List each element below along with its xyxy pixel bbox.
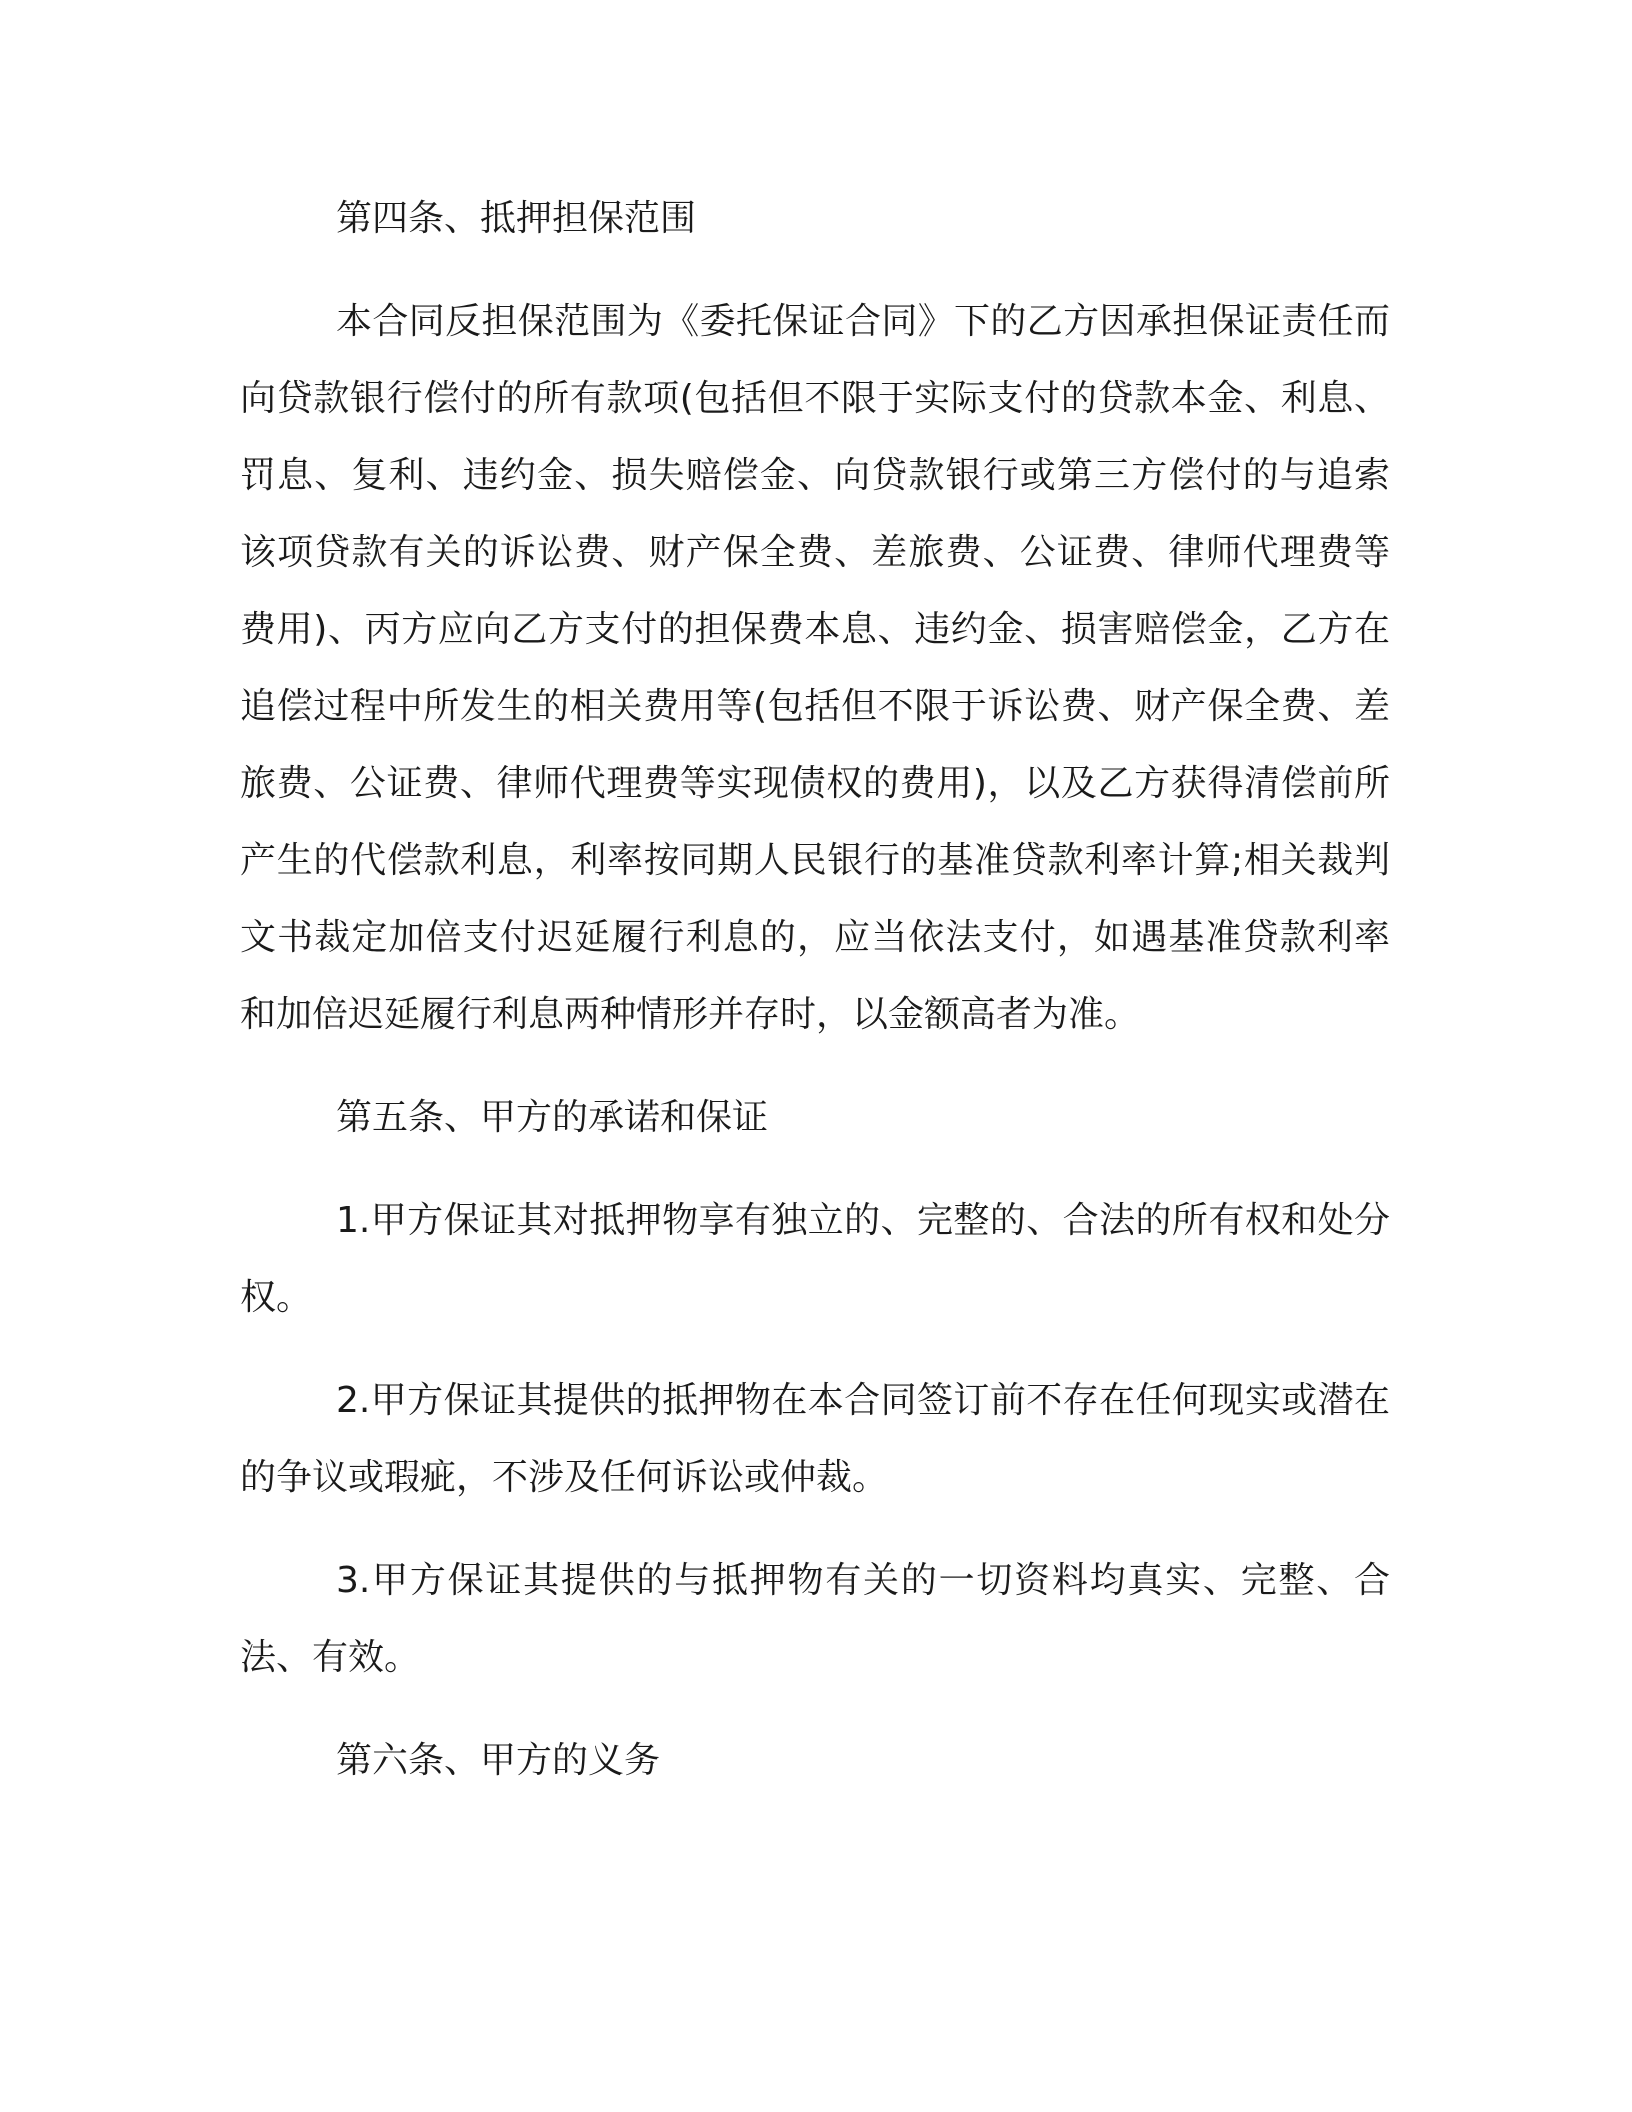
section-heading-4: 第四条、抵押担保范围 — [336, 198, 697, 239]
paragraph-promise-3: 3.甲方保证其提供的与抵押物有关的一切资料均真实、完整、合法、有效。 — [240, 1560, 1390, 1678]
document-body — [240, 180, 1390, 1799]
section-heading-5: 第五条、甲方的承诺和保证 — [336, 1097, 769, 1138]
section-heading-6: 第六条、甲方的义务 — [336, 1740, 661, 1781]
paragraph-promise-2: 2.甲方保证其提供的抵押物在本合同签订前不存在任何现实或潜在的争议或瑕疵，不涉及任何诉讼或仲裁。 — [240, 1380, 1390, 1498]
paragraph-promise-1: 1.甲方保证其对抵押物享有独立的、完整的、合法的所有权和处分权。 — [240, 1200, 1390, 1318]
paragraph-guarantee-scope: 本合同反担保范围为《委托保证合同》下的乙方因承担保证责任而向贷款银行偿付的所有款项(包括但不限于实际支付的贷款本金、利息、罚息、复利、违约金、损失赔偿金、向贷款银行或第三方偿付的与追索该项贷款有关的诉讼费、财产保全费、差旅费、公证费、律师代理费等费用)、丙方应向乙方支付的担保费本息、违约金、损害赔偿金，乙方在追偿过程中所发生的相关费用等(包括但不限于诉讼费、财产保全费、差旅费、公证费、律师代理费等实现债权的费用)，以及乙方获得清偿前所产生的代偿款利息，利率按同期人民银行的基准贷款利率计算;相关裁判文书裁定加倍支付迟延履行利息的，应当依法支付，如遇基准贷款利率和加倍迟延履行利息两种情形并存时，以金额高者为准。 — [240, 301, 1390, 1035]
